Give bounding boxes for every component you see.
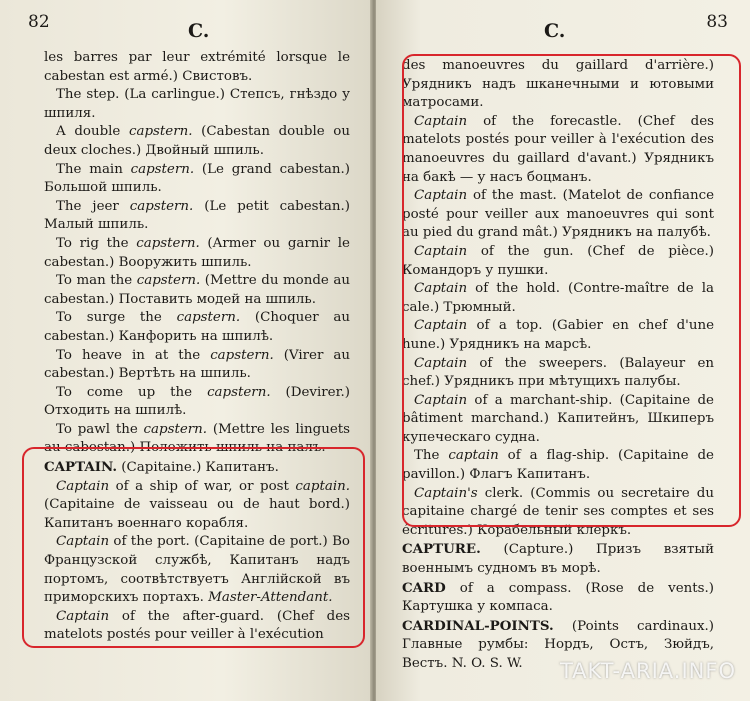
entry-paragraph	[44, 272, 350, 309]
entry-paragraph	[402, 579, 714, 617]
entry-text: The	[414, 448, 449, 464]
italic-term: Captain	[414, 113, 468, 129]
italic-term: captain.	[295, 478, 350, 494]
entry-text: The step. (La carlingue.) Степсъ, гнѣздо у шпиля.	[44, 87, 350, 121]
entry-text: les barres par leur extrémité lorsque le cabestan est armé.) Свистовъ.	[44, 50, 350, 84]
highlight-box-captain-continued	[402, 54, 741, 527]
entry-text: (Mettre les linguets au cabestan.) Положить шпиль на палъ.	[44, 421, 351, 456]
section-letter: C.	[188, 20, 210, 42]
entry-paragraph	[44, 235, 350, 272]
entry-paragraph	[44, 49, 350, 86]
headword: CARD	[402, 579, 446, 596]
entry-text: des manoeuvres du gaillard d'arrière.) Урядникъ надъ шканечными и ютовыми матросами.	[402, 58, 714, 111]
italic-term: capstern.	[136, 273, 201, 289]
italic-term: Captain	[414, 318, 468, 334]
entry-text: The main	[56, 161, 131, 177]
left-page	[0, 0, 372, 701]
italic-term: Captain	[414, 243, 468, 259]
entry-text: (Le grand cabestan.) Большой шпиль.	[44, 161, 350, 196]
entry-text: (Mettre du monde au cabestan.) Поставить модей на шпиль.	[44, 273, 350, 307]
headword: CARDINAL-POINTS.	[402, 617, 554, 634]
italic-term: Captain	[56, 478, 110, 494]
entry-text: of the sweepers. (Balayeur en chef.) Урядникъ при мѣтущихъ палубы.	[402, 355, 714, 390]
italic-term: capstern.	[129, 198, 194, 214]
entry-text: of a top. (Gabier en chef d'une hune.) Урядникъ на марсѣ.	[402, 318, 714, 352]
entry-text: The jeer	[56, 198, 130, 214]
italic-term: capstern.	[129, 124, 193, 140]
entry-text: (Points cardinaux.) Главные румбы: Нордъ, Остъ, Зюйдъ, Вестъ. N. O. S. W.	[402, 618, 714, 671]
entry-text: (Virer au cabestan.) Вертѣть на шпиль.	[44, 347, 350, 382]
entry-text: (Devirer.) Отходить на шпилѣ.	[44, 384, 350, 419]
entry-paragraph	[44, 198, 350, 235]
entry-text: of the forecastle. (Chef des matelots postés pour veiller à l'exécution des manoeuvres du gaillard d'avant.) Урядникъ на бакѣ — у насъ боцманъ.	[402, 113, 714, 185]
entry-text: (Capitaine de vaisseau ou de haut bord.) Капитанъ военнаго корабля.	[44, 497, 350, 531]
italic-term: capstern.	[176, 310, 241, 326]
entry-text: To come up the	[56, 384, 208, 400]
entry-paragraph	[44, 309, 350, 346]
italic-term: capstern.	[130, 161, 195, 177]
entry-text: (Capture.) Призъ взятый военнымъ судномъ въ морѣ.	[402, 542, 714, 577]
entry-text: of the mast. (Matelot de confiance posté pour veiller aux manoeuvres qui sont au pied du grand mât.) Урядникъ на палубѣ.	[402, 188, 714, 241]
entry-text: To surge the	[56, 310, 177, 326]
entry-text: (Choquer au cabestan.) Канфорить на шпилѣ.	[44, 310, 350, 344]
right-page	[376, 0, 750, 701]
italic-term: Captain	[56, 534, 110, 550]
entry-text: (Le petit cabestan.) Малый шпиль.	[44, 198, 350, 233]
entry-paragraph	[44, 347, 350, 384]
entry-text: To rig the	[56, 235, 137, 251]
italic-term: capstern.	[136, 235, 200, 251]
entry-paragraph	[44, 86, 350, 123]
entry-paragraph	[402, 540, 714, 578]
italic-term: Master-Attendant.	[208, 590, 333, 606]
italic-term: Captain's	[414, 485, 478, 501]
italic-term: Captain	[414, 281, 468, 297]
italic-term: Captain	[414, 355, 468, 371]
entry-paragraph	[44, 123, 350, 160]
entry-text: (Armer ou garnir le cabestan.) Вооружить шпиль.	[44, 235, 350, 270]
entry-text: of a marchant-ship. (Capitaine de bâtiment marchand.) Капитейнъ, Шкиперъ купеческаго судна.	[402, 392, 714, 445]
watermark: TAKT-ARIA.INFO	[559, 659, 736, 683]
headword: CAPTAIN.	[44, 459, 118, 476]
italic-term: Captain	[56, 608, 110, 624]
italic-term: Captain	[414, 188, 468, 204]
entry-text: To heave in at the	[56, 347, 211, 363]
entry-text: clerk. (Commis ou secretaire du capitaine chargé de tenir ses comptes et ses écritures.) Корабельный клеркъ.	[402, 485, 714, 538]
italic-term: capstern.	[143, 421, 208, 437]
entry-text: of the port. (Capitaine de port.) Во Французской службѣ, Капитанъ надъ портомъ, соотвѣтствуетъ Англійской въ приморскихъ портахъ.	[44, 534, 350, 606]
entry-text: of the hold. (Contre-maître de la cale.) Трюмный.	[402, 281, 714, 315]
italic-term: capstern.	[210, 347, 274, 363]
italic-term: captain	[448, 448, 499, 464]
entry-text: To pawl the	[56, 421, 144, 437]
entry-text: A double	[56, 124, 129, 140]
entry-paragraph	[44, 384, 350, 421]
page-number: 83	[706, 12, 728, 32]
entry-text: of a flag-ship. (Capitaine de pavillon.) Флагъ Капитанъ.	[402, 448, 714, 483]
entry-text: of the after-guard. (Chef des matelots postés pour veiller à l'exécution	[44, 608, 350, 643]
highlight-box-captain	[22, 447, 365, 648]
entry-text: (Capitaine.) Капитанъ.	[117, 460, 279, 476]
italic-term: capstern.	[207, 384, 271, 400]
page-number: 82	[28, 12, 50, 32]
entry-text: of a ship of war, or post	[109, 478, 296, 494]
section-letter: C.	[544, 20, 566, 42]
entry-paragraph	[44, 161, 350, 198]
entry-text: of a compass. (Rose de vents.) Картушка у компаса.	[402, 580, 714, 615]
entry-text: To man the	[56, 273, 137, 289]
entry-text: of the gun. (Chef de pièce.) Командоръ у пушки.	[402, 243, 714, 278]
headword: CAPTURE.	[402, 541, 481, 558]
italic-term: Captain	[414, 392, 468, 408]
entry-text: (Cabestan double ou deux cloches.) Двойный шпиль.	[44, 124, 350, 158]
